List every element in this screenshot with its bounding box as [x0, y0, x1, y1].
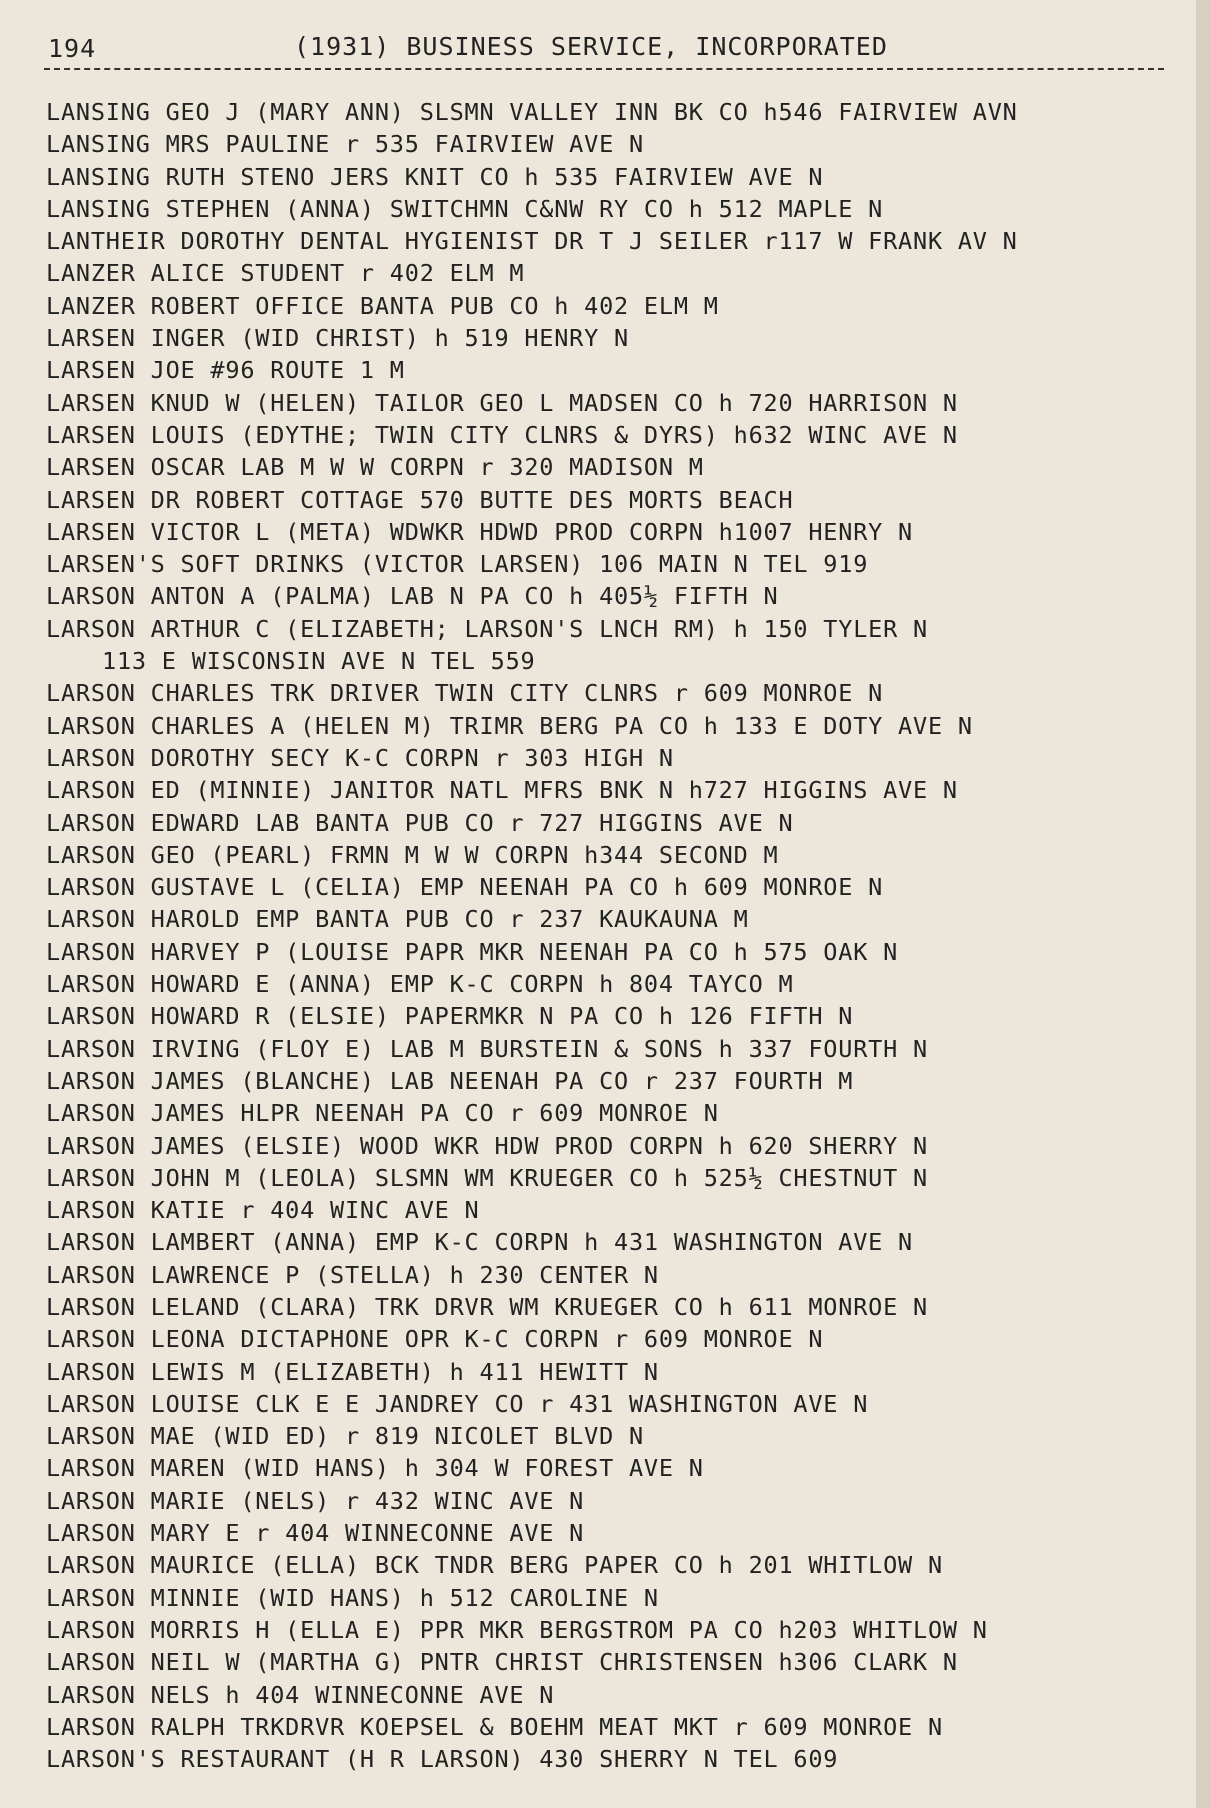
directory-entry: LARSON RALPH TRKDRVR KOEPSEL & BOEHM MEAT MKT r 609 MONROE N	[46, 1712, 943, 1741]
directory-entry: LARSEN'S SOFT DRINKS (VICTOR LARSEN) 106 MAIN N TEL 919	[46, 550, 869, 579]
directory-entry: LARSON CHARLES TRK DRIVER TWIN CITY CLNRS r 609 MONROE N	[46, 679, 884, 708]
directory-entry: LARSON MAURICE (ELLA) BCK TNDR BERG PAPER CO h 201 WHITLOW N	[46, 1551, 943, 1580]
directory-entry: LARSON HOWARD E (ANNA) EMP K-C CORPN h 804 TAYCO M	[46, 970, 794, 999]
directory-entry: LARSEN KNUD W (HELEN) TAILOR GEO L MADSEN CO h 720 HARRISON N	[46, 388, 958, 417]
directory-entry: LARSON DOROTHY SECY K-C CORPN r 303 HIGH N	[46, 743, 674, 772]
directory-entry: LARSEN VICTOR L (META) WDWKR HDWD PROD CORPN h1007 HENRY N	[46, 517, 913, 546]
directory-entry: LARSON LEWIS M (ELIZABETH) h 411 HEWITT N	[46, 1357, 659, 1386]
page-number: 194	[48, 34, 97, 63]
page-edge	[1196, 0, 1210, 1808]
page-header	[44, 28, 1164, 70]
directory-entry: LANSING RUTH STENO JERS KNIT CO h 535 FAIRVIEW AVE N	[46, 162, 824, 191]
directory-entry: LARSON IRVING (FLOY E) LAB M BURSTEIN & SONS h 337 FOURTH N	[46, 1034, 928, 1063]
directory-entry: LANZER ROBERT OFFICE BANTA PUB CO h 402 ELM M	[46, 291, 719, 320]
directory-entry: LARSON MAREN (WID HANS) h 304 W FOREST AVE N	[46, 1454, 704, 1483]
page-title: (1931) BUSINESS SERVICE, INCORPORATED	[294, 32, 888, 61]
directory-entry: LARSEN DR ROBERT COTTAGE 570 BUTTE DES MORTS BEACH	[46, 485, 794, 514]
directory-entry: 113 E WISCONSIN AVE N TEL 559	[102, 647, 536, 676]
directory-entry: LARSON ARTHUR C (ELIZABETH; LARSON'S LNCH RM) h 150 TYLER N	[46, 614, 928, 643]
directory-entry: LARSON KATIE r 404 WINC AVE N	[46, 1196, 480, 1225]
directory-entry: LARSON JOHN M (LEOLA) SLSMN WM KRUEGER CO h 525½ CHESTNUT N	[46, 1163, 928, 1192]
directory-entry: LARSON LEONA DICTAPHONE OPR K-C CORPN r 609 MONROE N	[46, 1325, 824, 1354]
directory-entry: LARSON MARIE (NELS) r 432 WINC AVE N	[46, 1486, 585, 1515]
directory-entry: LARSON MAE (WID ED) r 819 NICOLET BLVD N	[46, 1422, 644, 1451]
directory-entry: LARSON JAMES (ELSIE) WOOD WKR HDW PROD CORPN h 620 SHERRY N	[46, 1131, 928, 1160]
directory-entry: LARSON CHARLES A (HELEN M) TRIMR BERG PA CO h 133 E DOTY AVE N	[46, 711, 973, 740]
directory-entry: LARSON NEIL W (MARTHA G) PNTR CHRIST CHRISTENSEN h306 CLARK N	[46, 1648, 958, 1677]
directory-entry: LARSON'S RESTAURANT (H R LARSON) 430 SHERRY N TEL 609	[46, 1745, 839, 1774]
directory-entry: LARSON GUSTAVE L (CELIA) EMP NEENAH PA CO h 609 MONROE N	[46, 873, 884, 902]
directory-entries	[46, 96, 1181, 1775]
directory-entry: LARSON LAMBERT (ANNA) EMP K-C CORPN h 431 WASHINGTON AVE N	[46, 1228, 913, 1257]
directory-entry: LANSING STEPHEN (ANNA) SWITCHMN C&NW RY CO h 512 MAPLE N	[46, 194, 884, 223]
directory-entry: LARSON MINNIE (WID HANS) h 512 CAROLINE N	[46, 1583, 659, 1612]
directory-entry: LANTHEIR DOROTHY DENTAL HYGIENIST DR T J SEILER r117 W FRANK AV N	[46, 227, 1018, 256]
directory-entry: LARSON JAMES HLPR NEENAH PA CO r 609 MONROE N	[46, 1099, 719, 1128]
directory-entry: LARSON ED (MINNIE) JANITOR NATL MFRS BNK N h727 HIGGINS AVE N	[46, 776, 958, 805]
directory-entry: LARSEN JOE #96 ROUTE 1 M	[46, 356, 405, 385]
directory-entry: LARSON HOWARD R (ELSIE) PAPERMKR N PA CO h 126 FIFTH N	[46, 1002, 854, 1031]
directory-entry: LARSEN INGER (WID CHRIST) h 519 HENRY N	[46, 324, 629, 353]
directory-entry: LARSON MARY E r 404 WINNECONNE AVE N	[46, 1519, 585, 1548]
directory-entry: LARSON LOUISE CLK E E JANDREY CO r 431 WASHINGTON AVE N	[46, 1389, 869, 1418]
directory-entry: LANSING MRS PAULINE r 535 FAIRVIEW AVE N	[46, 130, 644, 159]
directory-entry: LARSON JAMES (BLANCHE) LAB NEENAH PA CO r 237 FOURTH M	[46, 1066, 854, 1095]
directory-entry: LARSON LELAND (CLARA) TRK DRVR WM KRUEGER CO h 611 MONROE N	[46, 1292, 928, 1321]
directory-entry: LARSON ANTON A (PALMA) LAB N PA CO h 405½ FIFTH N	[46, 582, 779, 611]
directory-entry: LARSON EDWARD LAB BANTA PUB CO r 727 HIGGINS AVE N	[46, 808, 794, 837]
directory-entry: LARSON MORRIS H (ELLA E) PPR MKR BERGSTROM PA CO h203 WHITLOW N	[46, 1615, 988, 1644]
directory-entry: LARSEN LOUIS (EDYTHE; TWIN CITY CLNRS & DYRS) h632 WINC AVE N	[46, 420, 958, 449]
directory-entry: LARSON HAROLD EMP BANTA PUB CO r 237 KAUKAUNA M	[46, 905, 749, 934]
directory-entry: LANZER ALICE STUDENT r 402 ELM M	[46, 259, 525, 288]
directory-entry: LANSING GEO J (MARY ANN) SLSMN VALLEY INN BK CO h546 FAIRVIEW AVN	[46, 98, 1018, 126]
directory-entry: LARSON HARVEY P (LOUISE PAPR MKR NEENAH PA CO h 575 OAK N	[46, 937, 899, 966]
directory-entry: LARSON LAWRENCE P (STELLA) h 230 CENTER N	[46, 1260, 659, 1289]
directory-entry: LARSEN OSCAR LAB M W W CORPN r 320 MADISON M	[46, 453, 704, 482]
directory-entry: LARSON NELS h 404 WINNECONNE AVE N	[46, 1680, 555, 1709]
directory-entry: LARSON GEO (PEARL) FRMN M W W CORPN h344 SECOND M	[46, 840, 779, 869]
